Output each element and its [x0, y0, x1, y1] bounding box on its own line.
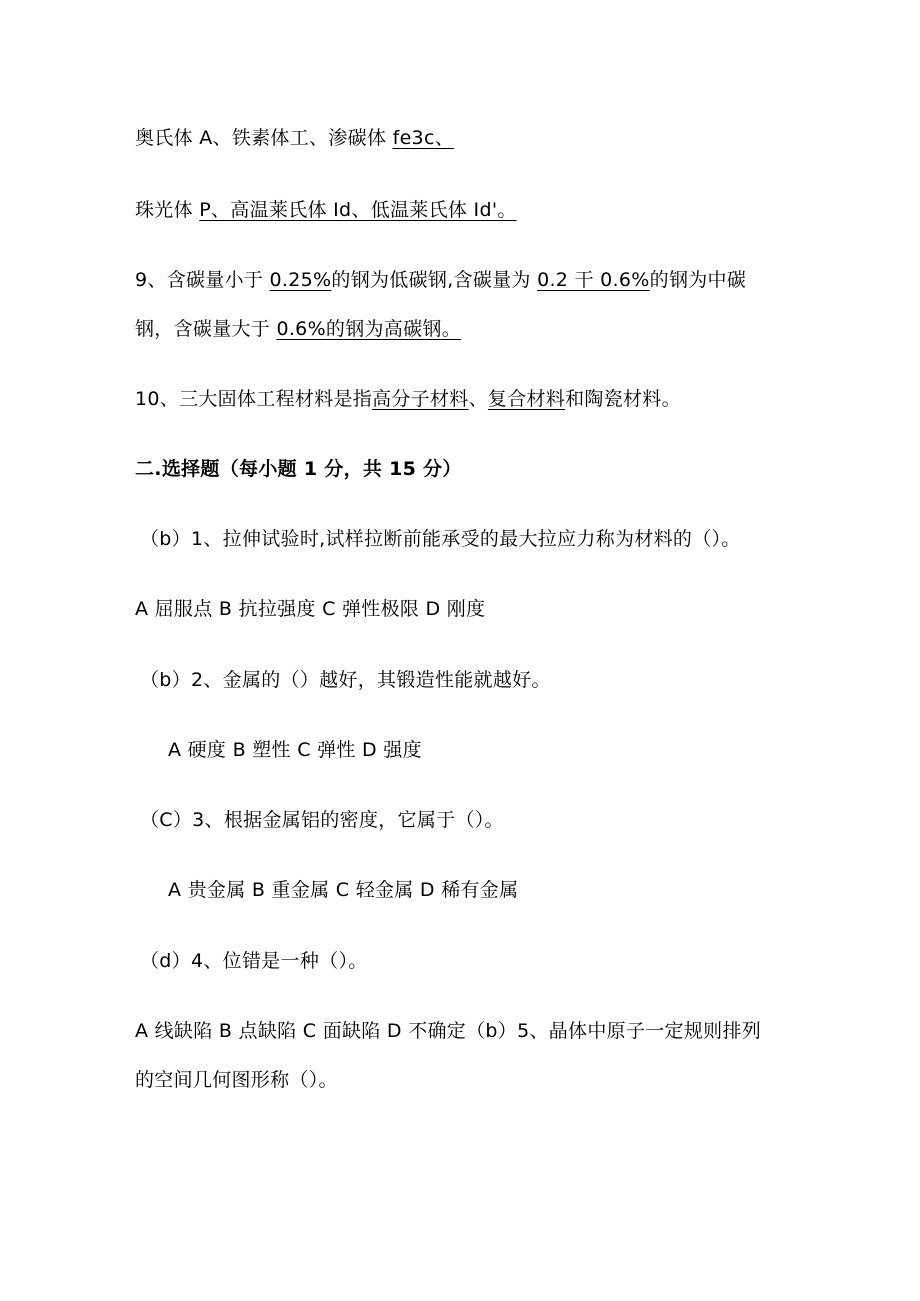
question-4: （d）4、位错是一种（）。 — [140, 950, 368, 972]
text-segment: 珠光体 — [135, 199, 200, 221]
question-3: （C）3、根据金属铝的密度，它属于（）。 — [140, 809, 504, 831]
answer-blank: 复合材料 — [487, 388, 566, 410]
section-heading-choice: 二.选择题（每小题 1 分，共 15 分） — [135, 458, 462, 480]
text-segment: 和陶瓷材料。 — [565, 388, 681, 410]
text-segment: 钢，含碳量大于 — [135, 318, 277, 340]
answer-blank: P、高温莱氏体 Id、低温莱氏体 Id'。 — [199, 199, 517, 221]
text-line-q10 — [135, 385, 681, 413]
question-5-continued: 的空间几何图形称（）。 — [135, 1069, 338, 1091]
question-4-options-and-question-5: A 线缺陷 B 点缺陷 C 面缺陷 D 不确定（b）5、晶体中原子一定规则排列 — [135, 1020, 762, 1042]
answer-blank: 0.25% — [269, 269, 332, 291]
answer-blank: 0.2 干 0.6% — [537, 269, 650, 291]
text-segment: 的钢为中碳 — [649, 269, 747, 291]
text-segment: 10、三大固体工程材料是指 — [135, 388, 373, 410]
question-1: （b）1、拉伸试验时,试样拉断前能承受的最大拉应力称为材料的（）。 — [140, 528, 741, 550]
text-segment: 的钢为低碳钢,含碳量为 — [331, 269, 538, 291]
text-line-phases-2 — [135, 196, 517, 224]
text-line-q9-1 — [135, 266, 746, 294]
text-segment: 9、含碳量小于 — [135, 269, 270, 291]
question-2-options: A 硬度 B 塑性 C 弹性 D 强度 — [168, 739, 422, 761]
question-2: （b）2、金属的（）越好，其锻造性能就越好。 — [140, 669, 551, 691]
question-3-options: A 贵金属 B 重金属 C 轻金属 D 稀有金属 — [168, 879, 519, 901]
question-1-options: A 屈服点 B 抗拉强度 C 弹性极限 D 刚度 — [135, 598, 486, 620]
text-line-phases-1 — [135, 124, 454, 152]
text-segment: 奥氏体 A、铁素体工、渗碳体 — [135, 127, 393, 149]
text-line-q9-2 — [135, 315, 461, 343]
text-segment: 、 — [468, 388, 488, 410]
answer-blank: 高分子材料 — [372, 388, 469, 410]
answer-blank: 0.6%的钢为高碳钢。 — [276, 318, 462, 340]
answer-blank: fe3c、 — [392, 127, 454, 149]
